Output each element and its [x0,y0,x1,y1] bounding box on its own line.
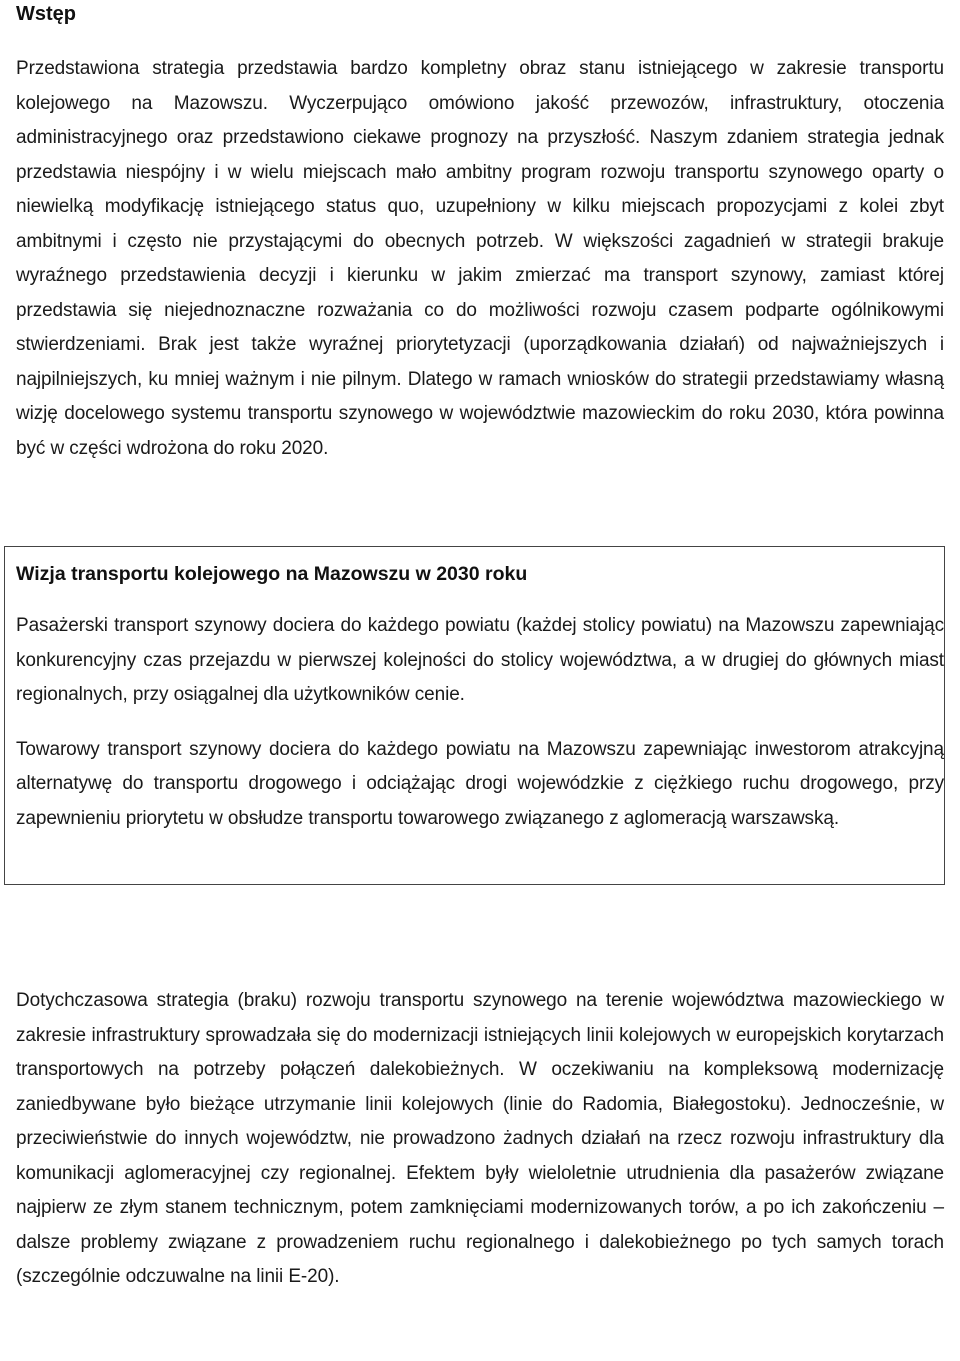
vision-box [4,546,945,885]
history-section [16,984,944,1295]
section-heading-wstep: Wstęp [16,3,76,25]
intro-paragraph: Przedstawiona strategia przedstawia bardzo kompletny obraz stanu istniejącego w zakresie transportu kolejowego na Mazowszu. Wyczerpująco omówiono jakość przewozów, infrastruktury, otoczenia administracyjnego oraz przedstawiono ciekawe prognozy na przyszłość. Naszym zdaniem strategia jednak przedstawia niespójny i w wielu miejscach mało ambitny program rozwoju transportu szynowego oparty o niewielką modyfikację istniejącego status quo, uzupełniony w kilku miejscach propozycjami z kolei zbyt ambitnymi i często nie przystającymi do obecnych potrzeb. W większości zagadnień w strategii brakuje wyraźnego przedstawienia decyzji i kierunku w jakim zmierzać ma transport szynowy, zamiast której przedstawia się niejednoznaczne rozważania co do możliwości rozwoju czasem podparte ogólnikowymi stwierdzeniami. Brak jest także wyraźnej priorytetyzacji (uporządkowania działań) od najważniejszych i najpilniejszych, ku mniej ważnym i nie pilnym. Dlatego w ramach wniosków do strategii przedstawiamy własną wizję docelowego systemu transportu szynowego w województwie mazowieckim do roku 2030, która powinna być w części wdrożona do roku 2020. [16,58,944,459]
vision-paragraph-freight: Towarowy transport szynowy dociera do każdego powiatu na Mazowszu zapewniając inwestorom atrakcyjną alternatywę do transportu drogowego i odciążając drogi wojewódzkie z ciężkiego ruchu drogowego, przy zapewnieniu priorytetu w obsłudze transportu towarowego związanego z aglomeracją warszawską. [16,738,944,829]
intro-section [16,0,944,466]
vision-title: Wizja transportu kolejowego na Mazowszu w 2030 roku [16,563,528,585]
vision-paragraph-passenger: Pasażerski transport szynowy dociera do każdego powiatu (każdej stolicy powiatu) na Mazowszu zapewniając konkurencyjny czas przejazdu w pierwszej kolejności do stolicy województwa, a w drugiej do głównych miast regionalnych, przy osiągalnej dla użytkowników cenie. [16,615,944,705]
history-paragraph: Dotychczasowa strategia (braku) rozwoju transportu szynowego na terenie województwa mazowieckiego w zakresie infrastruktury sprowadzała się do modernizacji istniejących linii kolejowych w europejskich korytarzach transportowych na potrzeby połączeń dalekobieżnych. W oczekiwaniu na kompleksową modernizację zaniedbywane było bieżące utrzymanie linii kolejowych (linie do Radomia, Białegostoku). Jednocześnie, w przeciwieństwie do innych województw, nie prowadzono żadnych działań na rzecz rozwoju infrastruktury dla komunikacji aglomeracyjnej czy regionalnej. Efektem były wieloletnie utrudnienia dla pasażerów związane najpierw ze złym stanem technicznym, potem zamknięciami modernizowanych torów, a po ich zakończeniu – dalsze problemy związane z prowadzeniem ruchu regionalnego i dalekobieżnego po tych samych torach (szczególnie odczuwalne na linii E-20). [16,990,944,1287]
